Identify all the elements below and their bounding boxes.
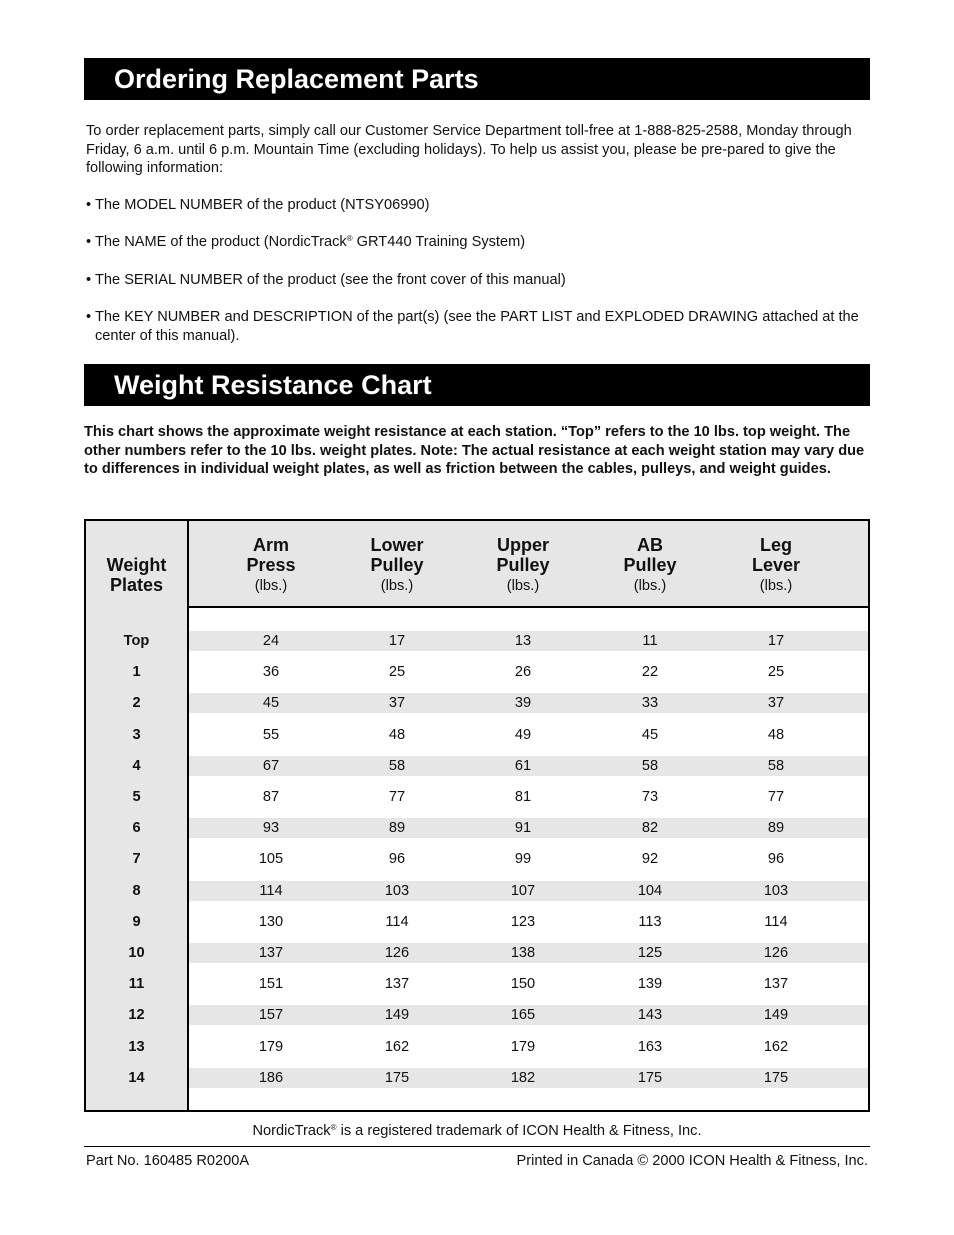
table-cell: 138 [510,945,536,961]
printed-in-notice: Printed in Canada © 2000 ICON Health & Fitness, Inc. [516,1153,868,1169]
row-label: 7 [132,851,141,868]
table-cell: 91 [514,820,532,837]
table-row [86,756,868,776]
table-cell: 45 [641,726,659,743]
table-cell: 58 [388,757,406,774]
table-cell: 96 [388,851,406,868]
column-unit: (lbs.) [633,578,667,594]
table-row [86,818,868,838]
table-row [86,974,868,994]
row-label: 9 [132,913,141,930]
table-cell: 58 [641,757,659,774]
table-cell: 49 [514,726,532,743]
column-header-line2: Press [246,555,296,575]
table-cell: 165 [510,1007,536,1024]
chart-section-title: Weight Resistance Chart [84,364,870,406]
row-label: 12 [128,1007,145,1024]
table-cell: 179 [258,1038,284,1055]
column-header-line2: Pulley [370,555,424,575]
column-header-line2: Pulley [496,555,550,575]
table-cell: 48 [767,726,785,743]
table-cell: 175 [763,1069,789,1086]
table-cell: 93 [262,820,280,837]
table-cell: 45 [262,695,280,712]
table-cell: 162 [763,1038,789,1055]
table-cell: 149 [763,1007,789,1024]
column-header-line2: Lever [751,555,801,575]
table-cell: 105 [258,851,284,868]
table-row [86,943,868,963]
table-cell: 77 [388,789,406,805]
table-row [86,631,868,651]
table-cell: 11 [642,633,658,649]
bullet-dot: • [86,197,92,213]
row-label: 11 [128,976,145,993]
table-cell: 137 [258,945,284,961]
table-row [86,912,868,932]
table-cell: 81 [514,789,532,805]
registered-mark: ® [330,1123,337,1132]
table-row [86,693,868,713]
table-cell: 163 [637,1038,663,1055]
table-cell: 130 [258,913,284,930]
registered-mark: ® [346,234,353,243]
table-cell: 61 [514,757,532,774]
row-label: 3 [132,726,141,743]
table-cell: 175 [637,1069,663,1086]
table-cell: 92 [641,851,659,868]
row-label: 2 [132,695,141,712]
table-cell: 113 [638,913,662,930]
table-row [86,787,868,807]
footer-divider [84,1146,870,1147]
column-header [334,535,460,597]
table-cell: 89 [388,820,406,837]
row-label: Top [123,633,150,649]
table-cell: 114 [764,913,788,930]
table-cell: 82 [641,820,659,837]
bullet-text: The KEY NUMBER and DESCRIPTION of the part(s) (see the PART LIST and EXPLODED DRAWING attached at the center of this manual). [95,309,859,344]
table-cell: 143 [637,1007,663,1024]
trademark-notice [84,1122,870,1140]
bullet-text: The MODEL NUMBER of the product (NTSY06990) [95,197,430,213]
bullet-text-before: The NAME of the product (NordicTrack [95,234,347,250]
table-cell: 25 [767,664,785,681]
table-cell: 39 [514,695,532,712]
table-cell: 151 [258,976,284,993]
table-cell: 137 [763,976,789,993]
table-cell: 103 [763,882,789,899]
table-cell: 182 [510,1069,536,1086]
column-header-line2: Pulley [623,555,677,575]
bullet-key-number [86,308,876,345]
table-cell: 186 [258,1069,284,1086]
row-label: 14 [128,1069,145,1086]
table-cell: 48 [388,726,406,743]
table-row [86,662,868,682]
ordering-intro [86,122,866,178]
table-cell: 37 [767,695,785,712]
column-unit: (lbs.) [380,578,414,594]
table-cell: 114 [385,913,409,930]
table-cell: 36 [262,664,280,681]
table-cell: 17 [388,633,406,649]
table-cell: 99 [514,851,532,868]
table-row [86,849,868,869]
column-header [713,535,839,597]
table-cell: 77 [767,789,785,805]
bullet-product-name [86,233,876,252]
column-header-line1: Leg [759,535,792,555]
column-unit: (lbs.) [254,578,288,594]
table-cell: 125 [637,945,663,961]
table-cell: 114 [259,882,283,899]
table-cell: 67 [262,757,280,774]
bullet-serial-number [86,271,876,290]
weight-plates-header [86,555,187,595]
column-header-line1: Upper [496,535,549,555]
table-cell: 26 [514,664,532,681]
row-label: 13 [128,1038,145,1055]
table-row [86,1068,868,1088]
row-label: 1 [132,664,141,681]
table-cell: 123 [510,913,536,930]
column-header [208,535,334,597]
table-cell: 162 [384,1038,410,1055]
trademark-text-after: is a registered trademark of ICON Health & Fitness, Inc. [336,1123,702,1139]
weight-resistance-table [84,519,870,1112]
table-cell: 104 [637,882,663,899]
table-cell: 22 [641,664,659,681]
row-label: 8 [132,882,141,899]
table-cell: 25 [388,664,406,681]
table-cell: 17 [767,633,785,649]
column-header [460,535,586,597]
bullet-dot: • [86,272,92,288]
column-header-line1: AB [637,535,663,555]
table-cell: 73 [641,789,659,805]
table-cell: 58 [767,757,785,774]
table-cell: 179 [510,1038,536,1055]
table-row [86,881,868,901]
table-row [86,725,868,745]
row-label: 10 [128,945,145,961]
row-label: 6 [132,820,141,837]
table-cell: 150 [510,976,536,993]
table-cell: 55 [262,726,280,743]
table-cell: 37 [388,695,406,712]
table-cell: 87 [262,789,280,805]
table-cell: 107 [510,882,536,899]
table-cell: 33 [641,695,659,712]
table-cell: 126 [763,945,789,961]
table-cell: 157 [258,1007,284,1024]
table-cell: 103 [384,882,410,899]
table-row [86,1005,868,1025]
table-row [86,1037,868,1057]
table-cell: 89 [767,820,785,837]
weight-plates-header-line1: Weight [106,555,167,575]
row-label: 5 [132,789,141,805]
column-header [587,535,713,597]
bullet-dot: • [86,309,92,325]
column-header-line1: Arm [252,535,289,555]
table-cell: 24 [262,633,280,649]
table-cell: 126 [384,945,410,961]
bullet-text: The SERIAL NUMBER of the product (see the front cover of this manual) [95,272,566,288]
column-unit: (lbs.) [506,578,540,594]
bullet-dot: • [86,234,92,250]
table-cell: 13 [514,633,532,649]
column-unit: (lbs.) [759,578,793,594]
part-number: Part No. 160485 R0200A [86,1153,250,1169]
weight-plates-header-line2: Plates [109,575,164,595]
table-cell: 96 [767,851,785,868]
ordering-section-title: Ordering Replacement Parts [84,58,870,100]
table-cell: 137 [384,976,410,993]
chart-description: This chart shows the approximate weight resistance at each station. “Top” refers to the 10 lbs. top weight. The other numbers refer to the 10 lbs. weight plates. Note: The actual resistance at each weight station may vary due to differences in individual weight plates, as well as friction between the cables, pulleys, and weight guides. [84,424,865,478]
trademark-text-before: NordicTrack [252,1123,331,1139]
bullet-text-after: GRT440 Training System) [352,234,526,250]
table-cell: 149 [384,1007,410,1024]
table-cell: 175 [384,1069,410,1086]
table-cell: 139 [637,976,663,993]
bullet-model-number [86,196,876,215]
row-label: 4 [132,757,141,774]
ordering-intro-text: To order replacement parts, simply call our Customer Service Department toll-free at 1-888-825-2588, Monday through Friday, 6 a.m. until 6 p.m. Mountain Time (excluding holidays). To help us assist you, please be pre-pared to give the following information: [86,123,852,177]
column-header-line1: Lower [370,535,424,555]
